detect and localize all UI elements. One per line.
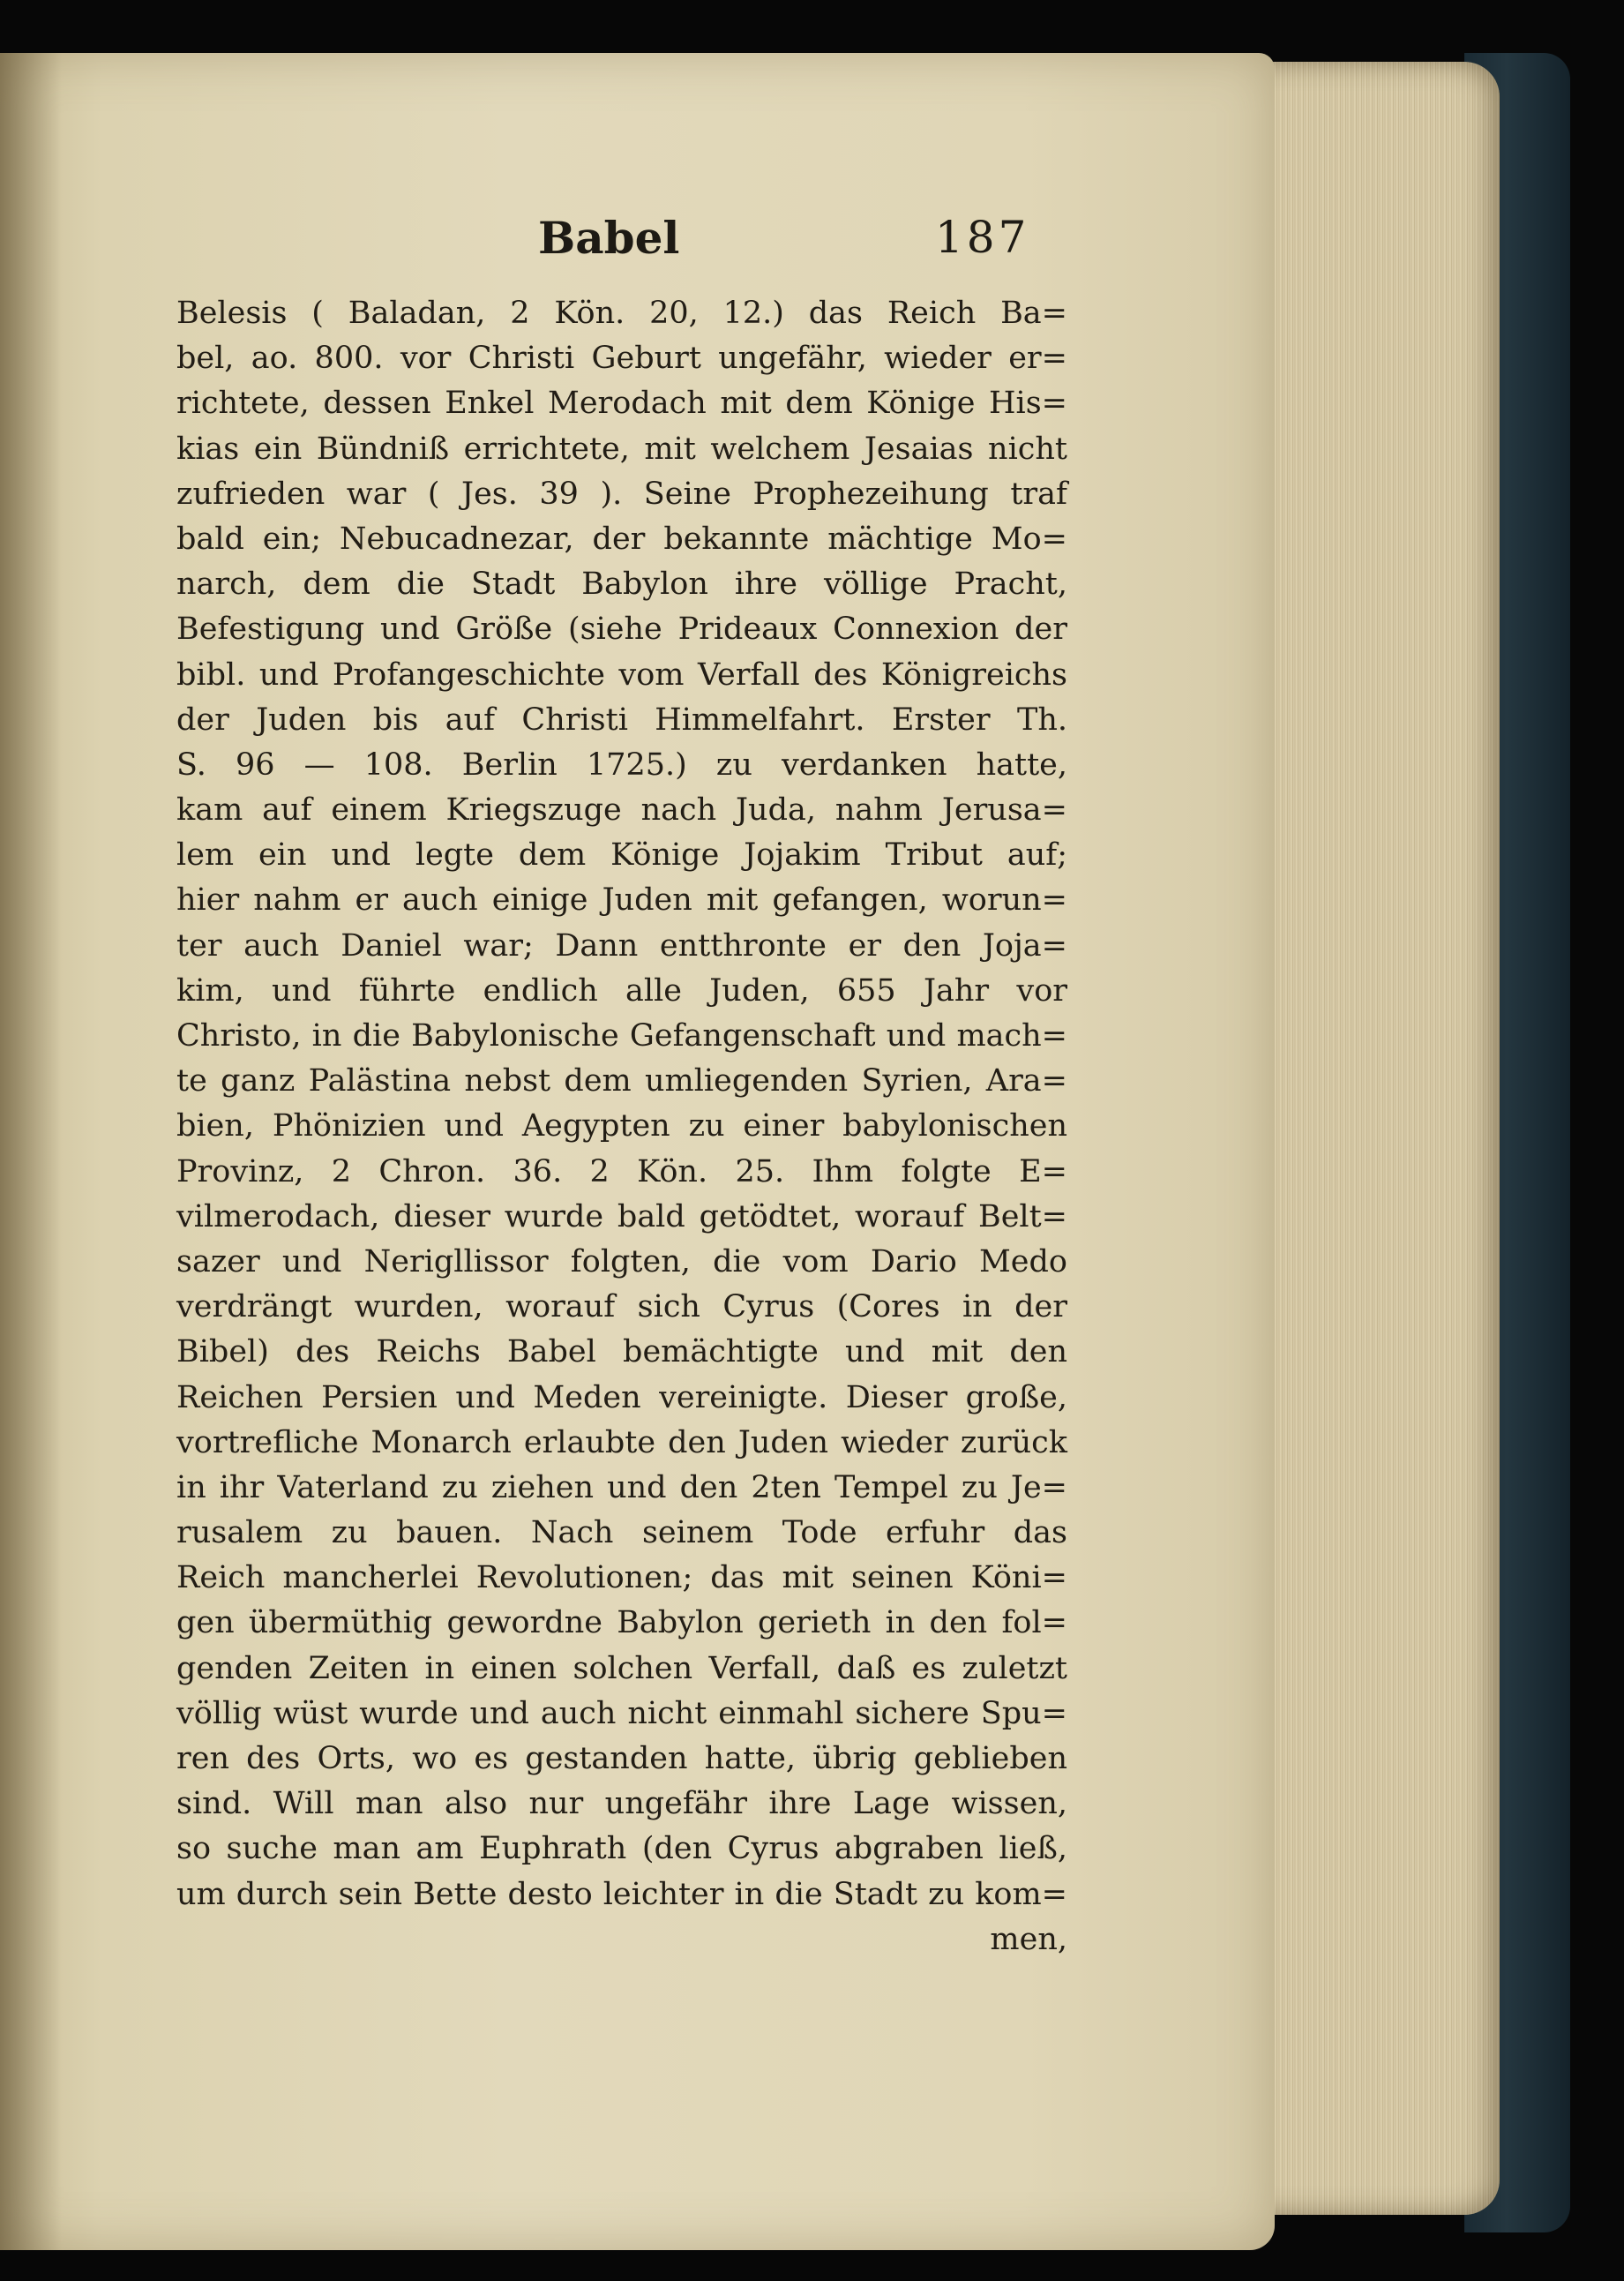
body-text [176, 291, 1067, 1962]
text-line: in ihr Vaterland zu ziehen und den 2ten Tempel zu Je= [176, 1469, 1067, 1505]
text-line: bald ein; Nebucadnezar, der bekannte mächtige Mo= [176, 521, 1067, 557]
text-line: Reichen Persien und Meden vereinigte. Dieser große, [176, 1379, 1067, 1415]
text-line: kias ein Bündniß errichtete, mit welchem Jesaias nicht [176, 431, 1067, 467]
text-line: Bibel) des Reichs Babel bemächtigte und mit den [176, 1334, 1067, 1370]
text-line: um durch sein Bette desto leichter in die Stadt zu kom= [176, 1876, 1067, 1912]
text-line: völlig wüst wurde und auch nicht einmahl sichere Spu= [176, 1695, 1067, 1731]
text-line: gen übermüthig gewordne Babylon gerieth in den fol= [176, 1605, 1067, 1641]
text-line: verdrängt wurden, worauf sich Cyrus (Cores in der [176, 1289, 1067, 1325]
page-gutter-shadow [0, 53, 62, 2250]
text-line: Reich mancherlei Revolutionen; das mit seinen Köni= [176, 1560, 1067, 1596]
text-line: bel, ao. 800. vor Christi Geburt ungefähr, wieder er= [176, 341, 1067, 377]
text-line: Belesis ( Baladan, 2 Kön. 20, 12.) das Reich Ba= [176, 296, 1067, 331]
text-line: hier nahm er auch einige Juden mit gefangen, worun= [176, 882, 1067, 919]
text-line: vortrefliche Monarch erlaubte den Juden wieder zurück [176, 1424, 1067, 1460]
text-line: richtete, dessen Enkel Merodach mit dem Könige His= [176, 386, 1067, 422]
text-line: der Juden bis auf Christi Himmelfahrt. Erster Th. [176, 702, 1067, 738]
text-line: kam auf einem Kriegszuge nach Juda, nahm Jerusa= [176, 792, 1067, 829]
text-line: so suche man am Euphrath (den Cyrus abgraben ließ, [176, 1831, 1067, 1867]
text-line: narch, dem die Stadt Babylon ihre völlige Pracht, [176, 566, 1067, 603]
text-line: lem ein und legte dem Könige Jojakim Tribut auf; [176, 837, 1067, 874]
text-line: bien, Phönizien und Aegypten zu einer babylonischen [176, 1108, 1067, 1144]
text-line: zufrieden war ( Jes. 39 ). Seine Prophezeihung traf [176, 476, 1067, 512]
text-line: Provinz, 2 Chron. 36. 2 Kön. 25. Ihm folgte E= [176, 1153, 1067, 1189]
text-line: genden Zeiten in einen solchen Verfall, daß es zuletzt [176, 1650, 1067, 1686]
text-line: vilmerodach, dieser wurde bald getödtet, worauf Belt= [176, 1198, 1067, 1234]
text-line: S. 96 — 108. Berlin 1725.) zu verdanken hatte, [176, 747, 1067, 783]
running-head [529, 212, 1059, 274]
text-line: ter auch Daniel war; Dann entthronte er den Joja= [176, 927, 1067, 964]
text-line: kim, und führte endlich alle Juden, 655 Jahr vor [176, 972, 1067, 1009]
page-block-edges [1235, 62, 1500, 2215]
text-line: bibl. und Profangeschichte vom Verfall des Königreichs [176, 657, 1067, 693]
text-line: Befestigung und Größe (siehe Prideaux Connexion der [176, 612, 1067, 648]
text-line: sind. Will man also nur ungefähr ihre Lage wissen, [176, 1786, 1067, 1822]
page-number: 187 [935, 212, 1030, 263]
running-title: Babel [538, 212, 680, 264]
catchword: men, [990, 1921, 1067, 1957]
text-line: Christo, in die Babylonische Gefangenschaft und mach= [176, 1018, 1067, 1054]
text-line: sazer und Nerigllissor folgten, die vom Dario Medo [176, 1243, 1067, 1279]
text-line: ren des Orts, wo es gestanden hatte, übrig geblieben [176, 1741, 1067, 1776]
text-line: te ganz Palästina nebst dem umliegenden Syrien, Ara= [176, 1063, 1067, 1099]
text-line: rusalem zu bauen. Nach seinem Tode erfuhr das [176, 1515, 1067, 1551]
